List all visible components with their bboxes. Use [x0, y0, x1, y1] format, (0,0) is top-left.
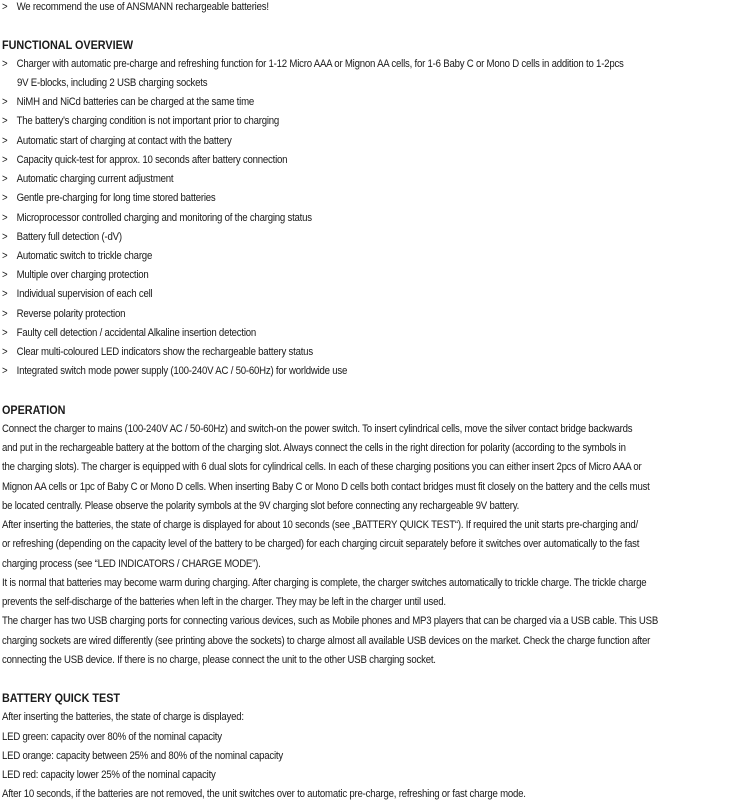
bullet-marker: >: [2, 154, 8, 166]
feature-item: [2, 191, 216, 205]
bullet-marker: >: [2, 346, 8, 358]
feature-item: [2, 364, 347, 378]
feature-text: NiMH and NiCd batteries can be charged at the same time: [16, 96, 255, 108]
led-red-line: LED red: capacity lower 25% of the nominal capacity: [2, 769, 216, 781]
recommendation-bullet: [2, 0, 269, 14]
operation-line: connecting the USB device. If there is no charge, please connect the unit to the other USB charging socket.: [2, 654, 436, 666]
operation-line: charging sockets are wired differently (see printing above the sockets) to charge almost all available USB devices on the market. Check the charge function after: [2, 635, 651, 647]
quick-test-line: After 10 seconds, if the batteries are not removed, the unit switches over to automatic pre-charge, refreshing or fast charge mode.: [2, 788, 526, 800]
feature-text: Microprocessor controlled charging and monitoring of the charging status: [16, 212, 312, 224]
feature-item: [2, 95, 254, 109]
feature-item: [2, 172, 173, 186]
feature-item: [2, 134, 232, 148]
feature-text: Automatic switch to trickle charge: [16, 250, 153, 262]
operation-line: After inserting the batteries, the state of charge is displayed for about 10 seconds (see „BATTERY QUICK TEST“). If required the unit starts pre-charging and/: [2, 519, 638, 531]
operation-line: prevents the self-discharge of the batteries when left in the charger. They may be left in the charger until used.: [2, 596, 446, 608]
operation-heading: OPERATION: [2, 403, 66, 417]
operation-line: It is normal that batteries may become warm during charging. After charging is complete, the charger switches automatically to trickle charge. The trickle charge: [2, 577, 647, 589]
feature-text: Reverse polarity protection: [16, 308, 126, 320]
operation-line: or refreshing (depending on the capacity level of the battery to be charged) for each charging circuit separately before it switches over automatically to the fast: [2, 538, 640, 550]
functional-overview-heading: FUNCTIONAL OVERVIEW: [2, 38, 134, 52]
feature-text-line-1: Charger with automatic pre-charge and refreshing function for 1-12 Micro AAA or Mignon AA cells, for 1-6 Baby C or Mono D cells in addition to 1-2pcs: [16, 58, 624, 70]
feature-text: Automatic start of charging at contact with the battery: [16, 135, 232, 147]
feature-item: [2, 211, 312, 225]
feature-text: Multiple over charging protection: [16, 269, 149, 281]
led-green-line: LED green: capacity over 80% of the nominal capacity: [2, 731, 222, 743]
recommendation-text: We recommend the use of ANSMANN rechargeable batteries!: [16, 1, 269, 13]
bullet-marker: >: [2, 212, 8, 224]
operation-line: the charging slots). The charger is equipped with 6 dual slots for cylindrical cells. In each of these charging positions you can either insert 2pcs of Micro AAA or: [2, 461, 642, 473]
bullet-marker: >: [2, 288, 8, 300]
bullet-marker: >: [2, 250, 8, 262]
operation-line: The charger has two USB charging ports for connecting various devices, such as Mobile phones and MP3 players that can be charged via a USB cable. This USB: [2, 615, 659, 627]
feature-text: Individual supervision of each cell: [16, 288, 153, 300]
operation-line: Mignon AA cells or 1pc of Baby C or Mono D cells. When inserting Baby C or Mono D cells both contact bridges must fit closely on the battery and the cells must: [2, 481, 650, 493]
bullet-marker: >: [2, 1, 8, 13]
bullet-marker: >: [2, 269, 8, 281]
bullet-marker: >: [2, 135, 8, 147]
feature-item: [2, 326, 256, 340]
bullet-marker: >: [2, 173, 8, 185]
operation-line: and put in the rechargeable battery at the bottom of the charging slot. Always connect the cells in the right direction for polarity (according to the symbols in: [2, 442, 626, 454]
feature-text: Clear multi-coloured LED indicators show the rechargeable battery status: [16, 346, 313, 358]
bullet-marker: >: [2, 365, 8, 377]
led-orange-line: LED orange: capacity between 25% and 80% of the nominal capacity: [2, 750, 283, 762]
feature-item: [2, 345, 313, 359]
bullet-marker: >: [2, 192, 8, 204]
feature-item: [2, 268, 149, 282]
operation-line: charging process (see “LED INDICATORS / CHARGE MODE”).: [2, 558, 261, 570]
operation-line: be located centrally. Please observe the polarity symbols at the 9V charging slot before connecting any rechargeable 9V battery.: [2, 500, 520, 512]
feature-item: [2, 230, 122, 244]
bullet-marker: >: [2, 115, 8, 127]
bullet-marker: >: [2, 231, 8, 243]
feature-item: [2, 153, 287, 167]
bullet-marker: >: [2, 308, 8, 320]
battery-quick-test-heading: BATTERY QUICK TEST: [2, 691, 121, 705]
feature-item: [2, 307, 125, 321]
feature-item: [2, 249, 152, 263]
feature-text: Capacity quick-test for approx. 10 seconds after battery connection: [16, 154, 288, 166]
feature-item: [2, 57, 624, 71]
bullet-marker: >: [2, 327, 8, 339]
feature-text: Faulty cell detection / accidental Alkaline insertion detection: [16, 327, 257, 339]
feature-text: Automatic charging current adjustment: [16, 173, 174, 185]
feature-item: [2, 287, 152, 301]
feature-text: Integrated switch mode power supply (100-240V AC / 50-60Hz) for worldwide use: [16, 365, 348, 377]
operation-line: Connect the charger to mains (100-240V AC / 50-60Hz) and switch-on the power switch. To insert cylindrical cells, move the silver contact bridge backwards: [2, 423, 633, 435]
feature-text: Gentle pre-charging for long time stored batteries: [16, 192, 216, 204]
bullet-marker: >: [2, 96, 8, 108]
feature-item: [2, 114, 279, 128]
quick-test-line: After inserting the batteries, the state of charge is displayed:: [2, 711, 244, 723]
feature-text: The battery’s charging condition is not important prior to charging: [16, 115, 280, 127]
bullet-marker: >: [2, 58, 8, 70]
feature-text: Battery full detection (-dV): [16, 231, 122, 243]
feature-text-line-2: 9V E-blocks, including 2 USB charging sockets: [17, 77, 208, 89]
